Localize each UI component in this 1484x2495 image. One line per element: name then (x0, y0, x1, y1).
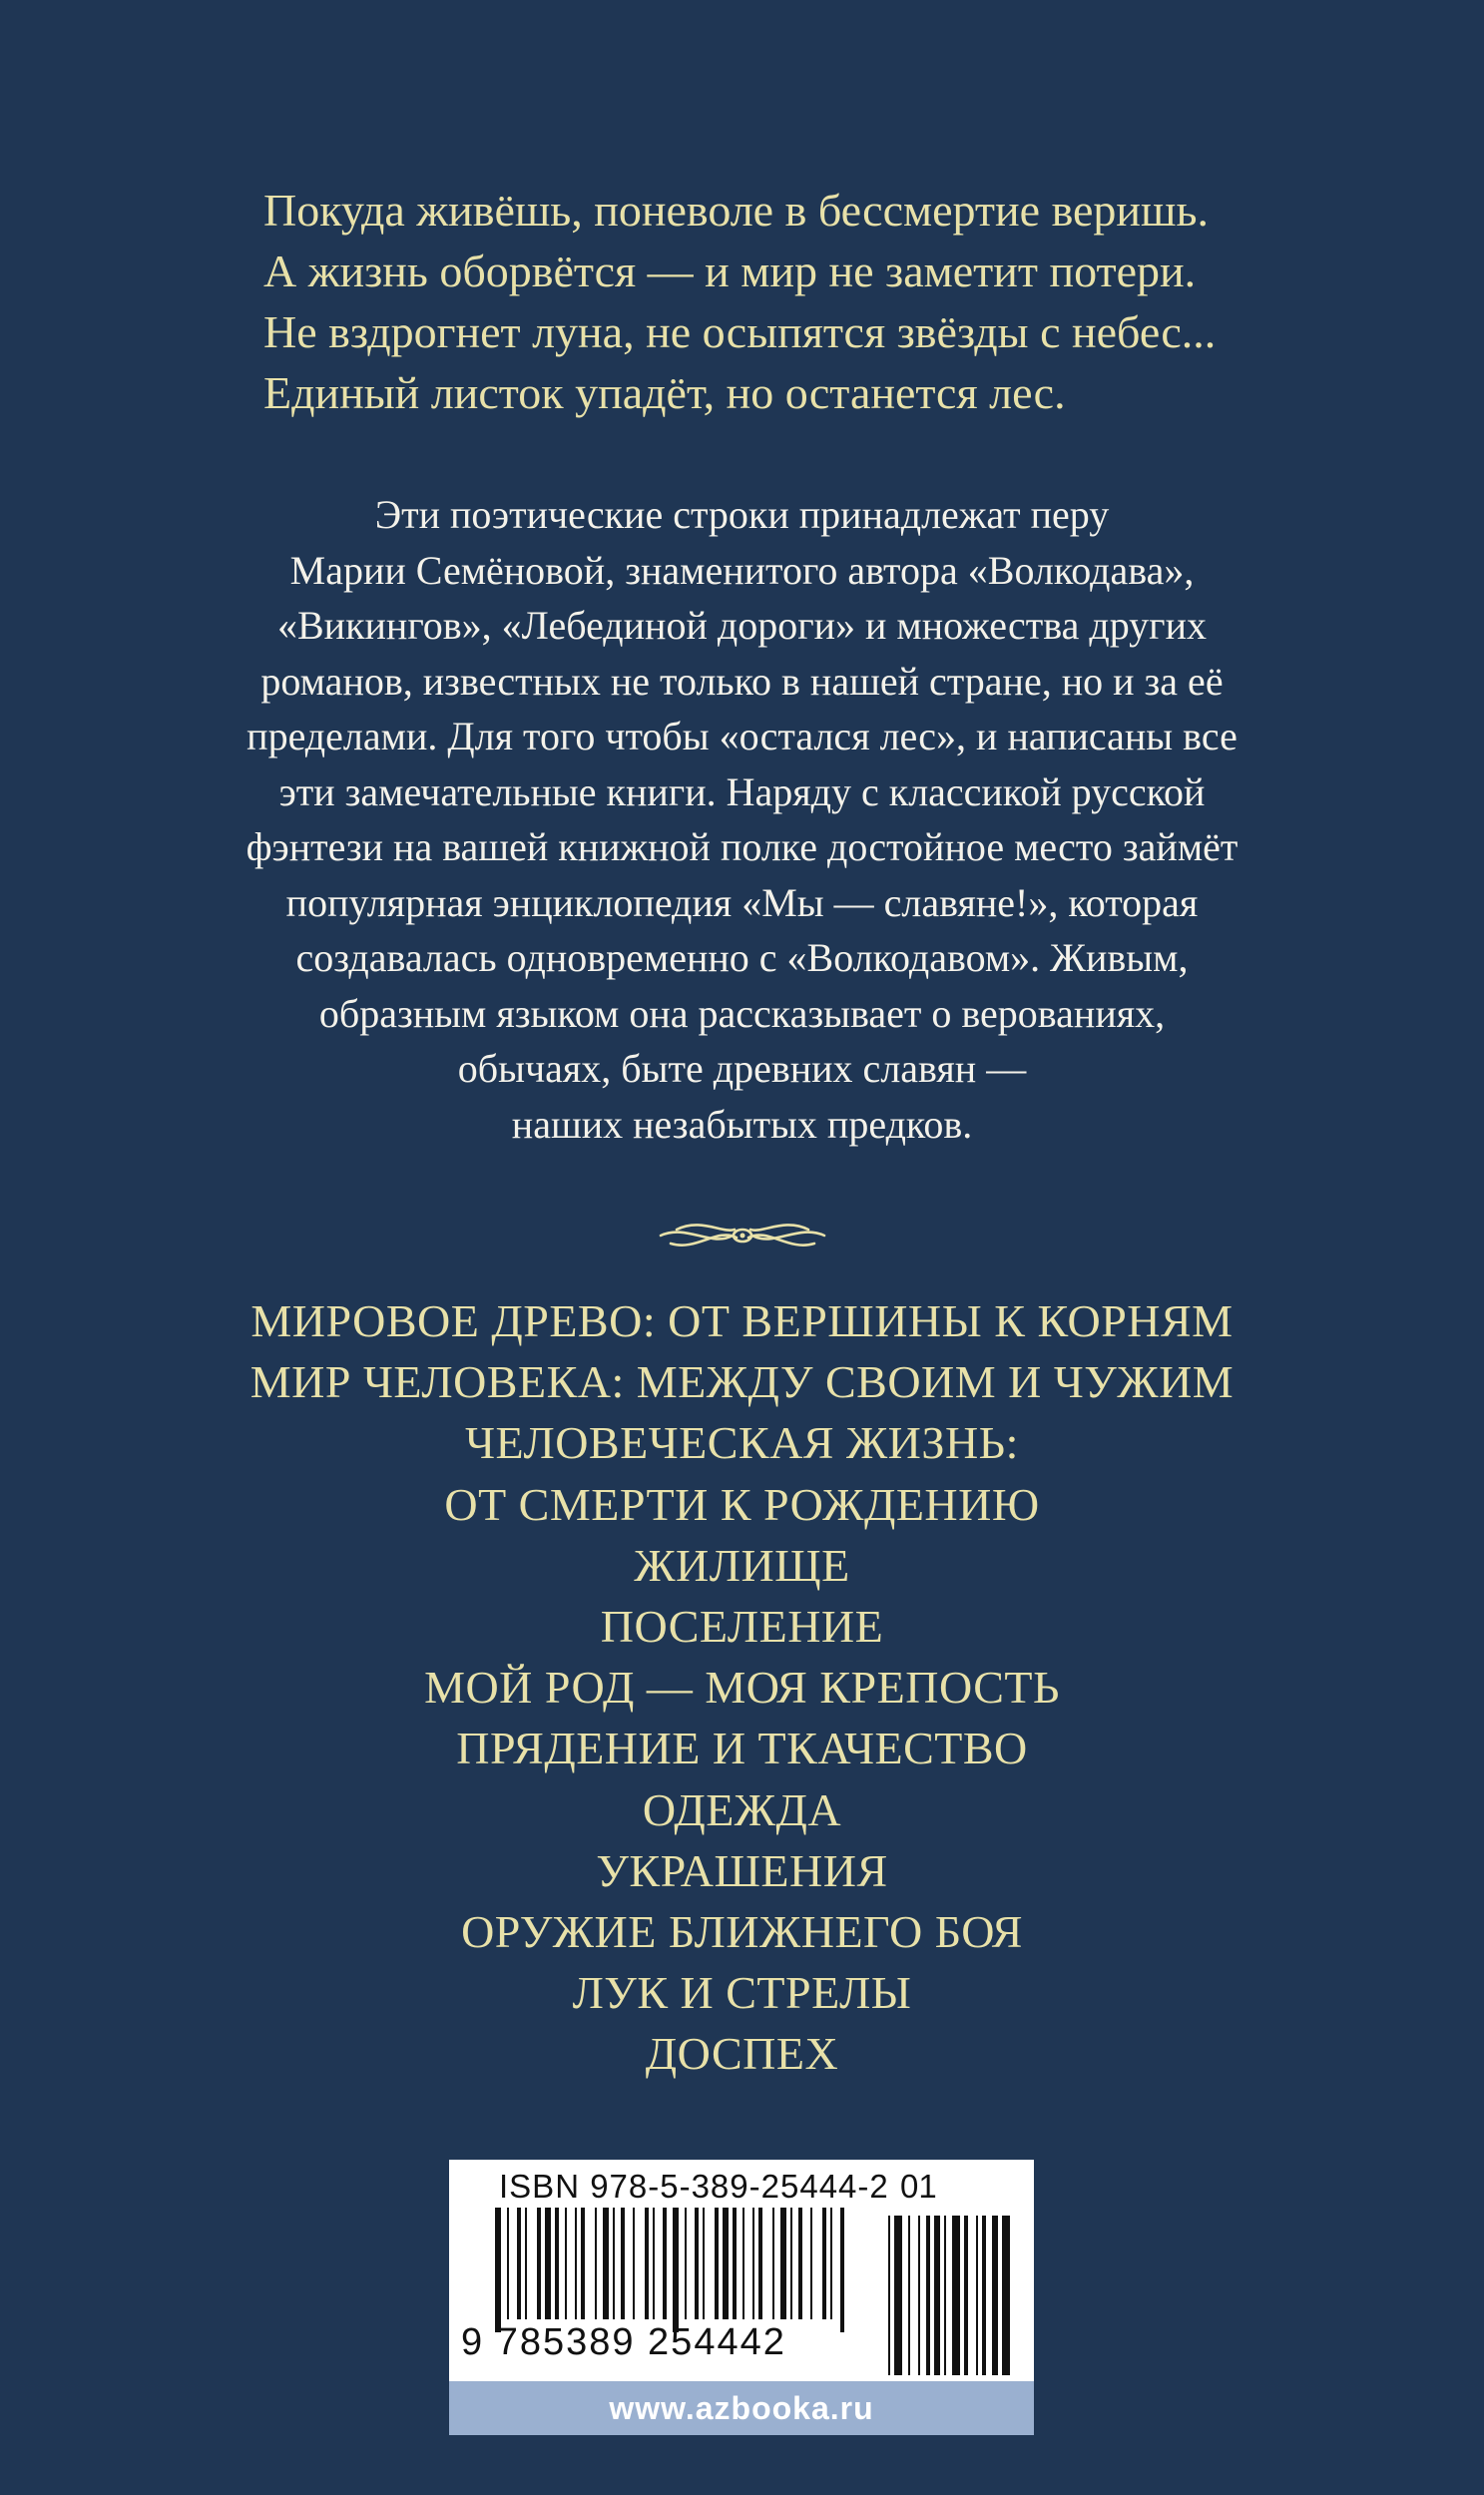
book-description (120, 487, 1364, 1152)
epigraph-poem (263, 180, 1361, 423)
isbn-number: ISBN 978-5-389-25444-2 (499, 2168, 889, 2205)
volume-title: ДОСПЕХ (645, 2028, 839, 2080)
series-volume-list (100, 1290, 1384, 2085)
description-line: Марии Семёновой, знаменитого автора «Волкодава», (289, 547, 1195, 593)
description-line: создавалась одновременно с «Волкодавом». Живым, (295, 935, 1189, 980)
description-line: фэнтези на вашей книжной полке достойное место займёт (246, 824, 1238, 869)
description-line: популярная энциклопедия «Мы — славяне!», которая (285, 879, 1199, 925)
volume-title: ПОСЕЛЕНИЕ (600, 1601, 884, 1653)
volume-title: УКРАШЕНИЯ (596, 1844, 888, 1896)
isbn-addon: 01 (900, 2168, 937, 2205)
description-line: обычаях, быте древних славян — (457, 1046, 1027, 1091)
description-line: образным языком она рассказывает о верованиях, (318, 990, 1166, 1036)
volume-title: ПРЯДЕНИЕ И ТКАЧЕСТВО (456, 1723, 1028, 1774)
volume-title: МИР ЧЕЛОВЕКА: МЕЖДУ СВОИМ И ЧУЖИМ (249, 1356, 1235, 1408)
ean-digits: 9 785389 254442 (461, 2321, 786, 2363)
description-line: эти замечательные книги. Наряду с классикой русской (278, 768, 1206, 814)
description-line: наших незабытых предков. (511, 1101, 973, 1147)
description-line: «Викингов», «Лебединой дороги» и множества других (277, 603, 1207, 648)
volume-title: МОЙ РОД — МОЯ КРЕПОСТЬ (424, 1662, 1060, 1714)
barcode-block (449, 2160, 1034, 2435)
poem-line: Единый листок упадёт, но останется лес. (263, 367, 1066, 418)
description-line: Эти поэтические строки принадлежат перу (374, 492, 1110, 537)
poem-line: Покуда живёшь, поневоле в бессмертие веришь. (263, 185, 1209, 236)
volume-title: ОРУЖИЕ БЛИЖНЕГО БОЯ (461, 1906, 1023, 1958)
poem-line: Не вздрогнет луна, не осыпятся звёзды с небес... (263, 306, 1217, 357)
description-line: пределами. Для того чтобы «остался лес», и написаны все (247, 714, 1237, 758)
volume-title: ОТ СМЕРТИ К РОЖДЕНИЮ (444, 1478, 1040, 1530)
volume-title: ЧЕЛОВЕЧЕСКАЯ ЖИЗНЬ: (465, 1417, 1019, 1469)
volume-title: ЛУК И СТРЕЛЫ (572, 1967, 912, 2019)
flourish-divider-icon (657, 1208, 828, 1263)
description-line: романов, известных не только в нашей стране, но и за её (260, 658, 1224, 704)
volume-title: ЖИЛИЩЕ (634, 1539, 850, 1591)
volume-title: МИРОВОЕ ДРЕВО: ОТ ВЕРШИНЫ К КОРНЯМ (250, 1295, 1234, 1346)
publisher-website[interactable]: www.azbooka.ru (449, 2381, 1034, 2435)
poem-line: А жизнь оборвётся — и мир не заметит потери. (263, 246, 1197, 296)
volume-title: ОДЕЖДА (642, 1783, 842, 1835)
